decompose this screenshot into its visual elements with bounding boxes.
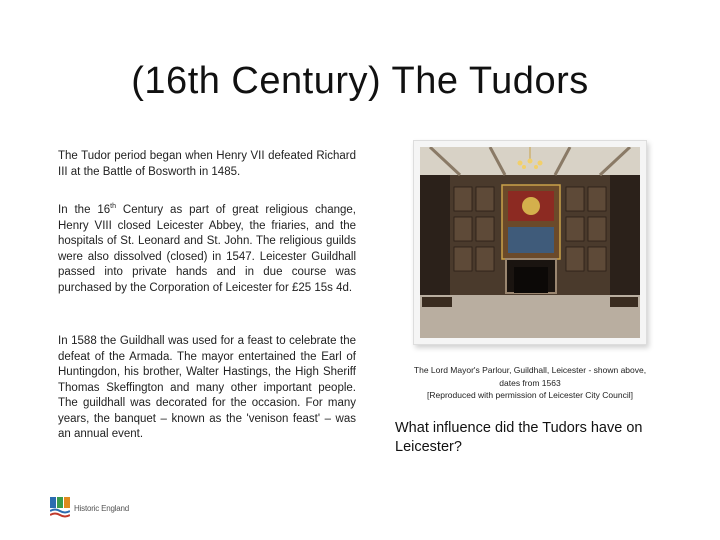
parlour-photo-image bbox=[420, 147, 640, 338]
slide-title: (16th Century) The Tudors bbox=[131, 60, 589, 102]
caption-line-2: dates from 1563 bbox=[499, 377, 561, 388]
logo-text: Historic England bbox=[74, 503, 130, 513]
discussion-question: What influence did the Tudors have on Leicester? bbox=[395, 420, 643, 455]
paragraph-armada-feast: In 1588 the Guildhall was used for a feast to celebrate the defeat of the Armada. The mayor entertained the Earl of Huntingdon, his brother, Walter Hastings, the High Sheriff Thomas Skeffington and many other important people. The guildhall was decorated for the occasion. For many years, the banquet – known as the 'venison feast' – was an annual event. bbox=[58, 335, 356, 440]
caption-line-3: [Reproduced with permission of Leicester City Council] bbox=[427, 390, 633, 400]
historic-england-logo bbox=[50, 496, 129, 520]
paragraph-dissolution-rest: Century as part of great religious change, Henry VIII closed Leicester Abbey, the friaries, and the hospitals of St. Leonard and St. John. The religious guilds were also dissolved (closed) in 1547. Leicester Guildhall passed into private hands and in due course was purchased by the Corporation of Leicester for £25 15s 4d. bbox=[58, 204, 356, 294]
paragraph-dissolution-start: In the 16 bbox=[58, 204, 111, 216]
caption-line-1: The Lord Mayor's Parlour, Guildhall, Leicester - shown above, bbox=[413, 365, 647, 375]
parlour-photo bbox=[413, 140, 647, 345]
paragraph-dissolution bbox=[58, 203, 356, 296]
paragraph-bosworth: The Tudor period began when Henry VII defeated Richard III at the Battle of Bosworth in 1485. bbox=[58, 150, 356, 178]
ordinal-superscript: th bbox=[110, 203, 116, 211]
photo-caption bbox=[380, 364, 680, 402]
historic-england-logo-icon bbox=[50, 497, 70, 519]
